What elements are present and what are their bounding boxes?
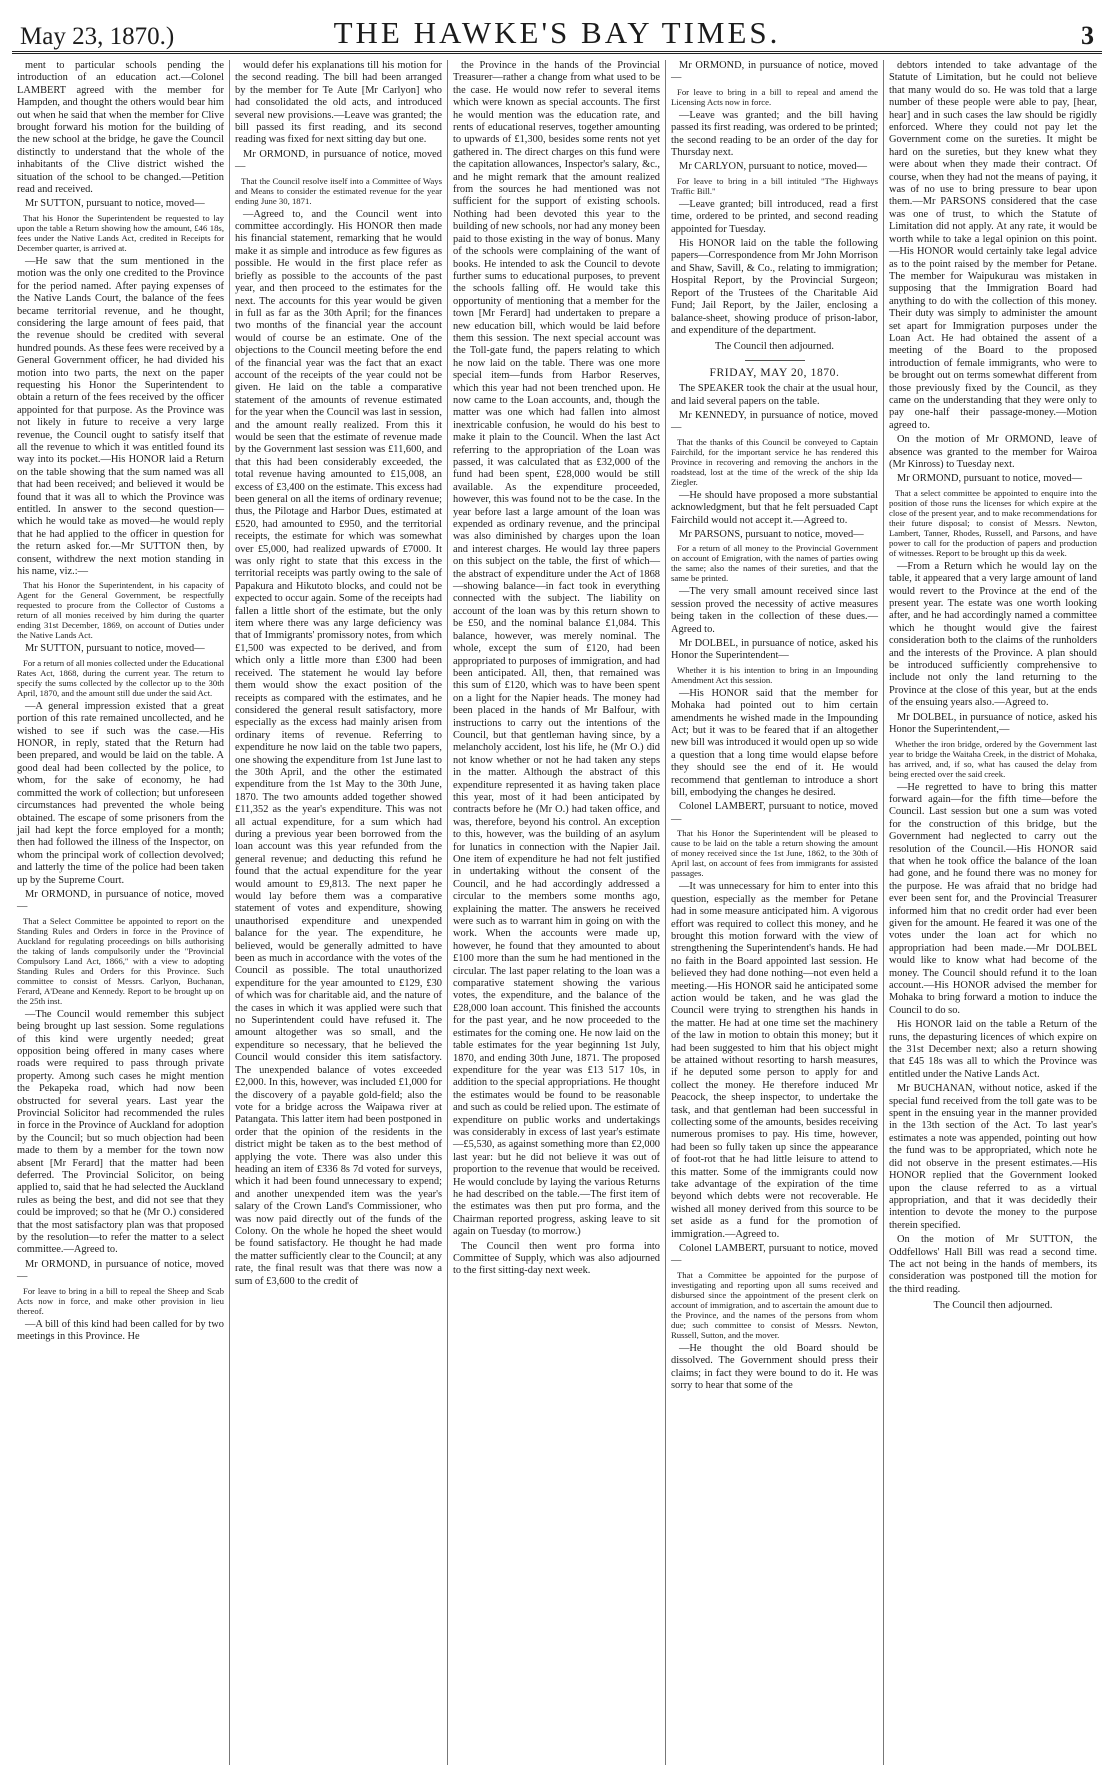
article-paragraph: The Council then adjourned. bbox=[933, 1300, 1053, 1312]
article-paragraph: —The Council would remember this subject being brought up last session. Some regulations of this kind were urgently needed; great opposition being offered in many cases where roads were required to pass through private property. Among such cases he might mention the Pekapeka road, which had now been obstructed for several years. Last year the Provincial Solicitor had recommended the rules in force in the Province of Auckland for adoption by the Council; but so much objection had been made to them by a member for the town now absent [Mr Ferard] that the matter had been deferred. The Provincial Solicitor, on being applied to, said that he had selected the Auckland rules as being the best, and did not see that they could be improved; so that he (Mr O.) considered that the most satisfactory plan was that proposed by the resolution—to refer the matter to a select committee.—Agreed to. bbox=[17, 1008, 224, 1256]
motion-text: Whether the iron bridge, ordered by the Government last year to bridge the Waitaha Creek, in the district of Mohaka, has arrived, and, if so, what has caused the delay from being erected over the said creek. bbox=[889, 738, 1097, 779]
article-paragraph: —Leave was granted; and the bill having passed its first reading, was ordered to be printed; the second reading to be an order of the day for Thursday next. bbox=[671, 109, 878, 159]
article-paragraph: Mr PARSONS, pursuant to notice, moved— bbox=[679, 528, 864, 540]
article-paragraph: the Province in the hands of the Provincial Treasurer—rather a change from what used to be the case. He would now refer to several items which were known as special accounts. The first he would mention was the education rate, and rents of educational reserves, together amounting to upwards of £1,300, besides some rents not yet gathered in. The direct charges on this fund were the capitation allowances, Inspector's salary, &c., and he might remark that the amount realized from the sources he had mentioned was not sufficient for the support of existing schools. Nothing had been devoted this year to the building of new schools, nor had any money been paid to those existing in the way of bonus. Many of the schools were complaining of the want of books. He intended to ask the Council to devote further sums to educational purposes, to prevent the schools falling off. He would take this opportunity of mentioning that a member for the town [Mr Ferard] had undertaken to prepare a new education bill, which would be laid before them this session. The next special account was the Toll-gate fund, the papers relating to which he now laid on the table. There was one more special item—funds from Harbor Reserves, which this year had not been trenched upon. He now came to the Loan accounts, and, though the matter was one which had fallen into almost inextricable confusion, he would do his best to make it plain to the Council. When the last Act referring to the appropriation of the Loan was passed, it was calculated that as £32,000 of the fund had been spent, £28,000 would be still available. As the expenditure proceeded, however, this was found not to be the case. In the year before last a large amount of the loan was expended as ordinary revenue, and the principal was also diminished by charges upon the loan and interest charges. He would lay three papers on this subject on the table, the first of which—the abstract of expenditure under the Act of 1868—showing balance—in fact took in everything connected with the subject. The liability on account of the loan was by this return shown to be £50, and the nominal balance £1,084. This balance, however, was merely nominal. The whole, except the sum of £120, had been appropriated to purposes of immigration, and had been anticipated. All, then, that remained was this sum of £120, which was to have been spent on a light for the Napier heads. The money had been placed in the hands of Mr Balfour, with instructions to carry out the intentions of the Council, but that gentleman having since, by a melancholy accident, lost his life, he (Mr O.) did not know whether or not he had taken any steps in the matter. Although the abstract of this expenditure represented it as having taken place this year, most of it had been anticipated by contracts before he (Mr O.) had taken office, and was, therefore, beyond his control. An exception to this, however, was the building of an asylum for lunatics in connection with the Napier Jail. One item of expenditure he had not felt justified in undertaking without the consent of the Council, and he had accordingly addressed a circular to the members some months ago, explaining the matter. The answers he received were such as to warrant him in going on with the work. When the accounts were made up, however, he found that they amounted to about £100 more than the sum he had mentioned in the circular. The last paper relating to the loan was a comparative statement showing the various votes, the expenditure, and the balance of the £28,000 loan account. This finished the accounts for the past year, and he now proceeded to the estimates for the coming one. He now laid on the table estimates for the year beginning 1st July, 1870, and ending 30th June, 1871. The proposed expenditure for the year was £13 517 10s, in addition to the special appropriations. He thought the estimates would be found to be reasonable and such as could be relied upon. The estimate of expenditure on public works and undertakings was considerably in excess of last year's estimate—£5,530, as against something more than £2,000 last year: but he did not believe it was out of proportion to the revenue that would be received. He would conclude by laying the various Returns he had described on the table.—The first item of the estimates was then put pro forma, and the Chairman reported progress, asking leave to sit again on Tuesday (to morrow.) bbox=[453, 60, 660, 1238]
article-paragraph: Mr ORMOND, in pursuance of notice, moved— bbox=[235, 148, 442, 173]
page-number: 3 bbox=[1081, 21, 1094, 50]
motion-text: For leave to bring in a bill to repeal the Sheep and Scab Acts now in force, and make other provision in lieu thereof. bbox=[17, 1285, 224, 1316]
article-paragraph: —He thought the old Board should be dissolved. The Government should press their claims; in fact they were bound to do it. He was sorry to hear that some of the bbox=[671, 1342, 878, 1392]
motion-text: That the Council resolve itself into a Committee of Ways and Means to consider the estimated revenue for the year ending June 30, 1871. bbox=[235, 175, 442, 206]
column-3 bbox=[448, 60, 666, 1765]
article-paragraph: Mr ORMOND, in pursuance of notice, moved— bbox=[17, 888, 224, 913]
article-paragraph: Mr ORMOND, in pursuance of notice, moved— bbox=[671, 60, 878, 84]
article-paragraph: —Leave granted; bill introduced, read a first time, ordered to be printed, and second reading appointed for Tuesday. bbox=[671, 198, 878, 235]
article-paragraph: On the motion of Mr SUTTON, the Oddfellows' Hall Bill was read a second time. The act not being in the hands of members, its consideration was postponed till the motion for the third reading. bbox=[889, 1234, 1097, 1295]
motion-text: That a Select Committee be appointed to report on the Standing Rules and Orders in force in the Province of Auckland for regulating proceedings on bills authorising the taking of lands compulsorily under the "Provincial Compulsory Land Act, 1866," with a view to adopting Standing Rules and Orders for this Province. Such committee to consist of Messrs. Carlyon, Buchanan, Ferard, A'Deane and Kennedy. Report to be brought up on the 25th inst. bbox=[17, 915, 224, 1006]
article-paragraph: Mr BUCHANAN, without notice, asked if the special fund received from the toll gate was to be spent in the ensuing year in the manner provided in the 13th section of the Act. To last year's estimates a note was appended, pointing out how the fund was to be appropriated, which note he did not observe in the present estimates.—His HONOR replied that the Government looked upon the clause referred to as a virtual appropriation, and that it was decidedly their intention to devote the money to the purpose therein specified. bbox=[889, 1083, 1097, 1231]
article-paragraph: would defer his explanations till his motion for the second reading. The bill had been arranged by the member for Te Aute [Mr Carlyon] who had consolidated the old acts, and introduced several new provisions.—Leave was granted; the bill passed its first reading, and its second reading was fixed for next sitting day but one. bbox=[235, 60, 442, 146]
motion-text: Whether it is his intention to bring in an Impounding Amendment Act this session. bbox=[671, 664, 878, 685]
article-paragraph: Mr KENNEDY, in pursuance of notice, moved— bbox=[671, 409, 878, 434]
issue-date: May 23, 1870.) bbox=[20, 23, 175, 50]
motion-text: That the thanks of this Council be conveyed to Captain Fairchild, for the important service he has rendered this Province in recovering and removing the anchors in the roadstead, lost at the time of the wreck of the ship Ida Ziegler. bbox=[671, 436, 878, 487]
article-paragraph: Mr SUTTON, pursuant to notice, moved— bbox=[25, 643, 205, 655]
motion-text: For a return of all money to the Provincial Government on account of Emigration, with the names of parties owing the same; also the names of their sureties, and that the same be printed. bbox=[671, 543, 878, 584]
article-columns bbox=[12, 60, 1102, 1765]
newspaper-title: THE HAWKE'S BAY TIMES. bbox=[333, 15, 781, 50]
column-5 bbox=[884, 60, 1102, 1765]
article-paragraph: —A bill of this kind had been called for by two meetings in this Province. He bbox=[17, 1318, 224, 1343]
article-paragraph: ment to particular schools pending the introduction of an education act.—Colonel LAMBERT agreed with the member for Hampden, and thought the others would bear him out when he said that when the member for Clive brought forward his motion for the building of the new school at the bridge, he gave the Council distinctly to understand that the whole of the inhabitants of the Clive district wished the situation of the school to be changed.—Petition read and received. bbox=[17, 60, 224, 196]
motion-text: For a return of all monies collected under the Educational Rates Act, 1868, during the current year. The return to specify the sums collected by the collector up to the 30th April, 1870, and the amount still due under the said Act. bbox=[17, 657, 224, 698]
column-2 bbox=[230, 60, 448, 1765]
article-paragraph: His HONOR laid on the table a Return of the runs, the depasturing licences of which expire on the 31st December next; also a return showing that £45 18s was all to which the Province was entitled under the Native Lands Act. bbox=[889, 1019, 1097, 1080]
article-paragraph: Mr DOLBEL, in pursuance of notice, asked his Honor the Superintendent— bbox=[671, 638, 878, 662]
motion-text: That his Honor the Superintendent will be pleased to cause to be laid on the table a return showing the amount of money received since the 1st June, 1862, to the 30th of April last, on account of fees from immigrants for assisted passages. bbox=[671, 828, 878, 879]
article-paragraph: The SPEAKER took the chair at the usual hour, and laid several papers on the table. bbox=[671, 383, 878, 407]
article-paragraph: Mr ORMOND, in pursuance of notice, moved— bbox=[17, 1258, 224, 1283]
article-paragraph: —From a Return which he would lay on the table, it appeared that a very large amount of land would revert to the Province at the end of the present year. The estate was one worth looking after, and he had accordingly named a committee which he thought would give the fairest consideration both to the claims of the runholders and the interests of the Province. A plan should be introduced sufficiently comprehensive to include not only the land returning to the Province at the close of this year, but at the ends of the ensuing years also.—Agreed to. bbox=[889, 560, 1097, 709]
article-paragraph: —Agreed to, and the Council went into committee accordingly. His HONOR then made his financial statement, remarking that he would make it as simple and introduce as few figures as possible. He would in the first place refer as briefly as possible to the accounts of the past year, and then proceed to the estimates for the next. The accounts for this year would be given in full as far as the 30th April; for the finances two months of the financial year the account would of course be an estimate. One of the objections to the Council meeting before the end of the financial year was the fact that an exact account of the receipts of the year could not be given. He laid on the table a comparative statement of the amounts of revenue estimated for the year when the Council was last in session, and the amount really realized. From this it would be seen that the estimate of revenue made by the Government last session was £11,600, and that this had been considerably exceeded, the total revenue having amounted to £15,008, an excess of £3,400 on the estimate. This excess had been general on all the items of ordinary revenue; thus, the Pilotage and Harbor Dues, estimated at £520, had amounted to £950, and the territorial receipts, the estimate for which was somewhat over £5,000, had realized upwards of £7000. It was only right to state that this excess in the territorial receipts was partly owing to the sale of Papakura and Hikutoto blocks, and could not be expected to occur again. Some of the receipts had fallen a little short of the estimate, but the only item where there was any large deficiency was that of Immigrants' promissory notes, from which £1,500 was expected to be derived, and from which only a little more than £300 had been received. The statement he would lay before them would show the exact position of the receipts as compared with the estimates, and he considered the general result satisfactory, more especially as the excess had mainly arisen from ordinary items of revenue. Referring to expenditure he now laid on the table two papers, one showing the expenditure from 1st June last to the 30th April, and the other the estimated expenditure from the 1st May to the 30th June, 1870. The two amounts added together showed £11,352 as the year's expenditure. This was not all actual expenditure, for a sum which had during a previous year been borrowed from the loan account was this year refunded from the general revenue; and deducting this refund he found that the actual expenditure for the year would amount to £9,813. The next paper he would lay before them was a comparative statement of votes and expenditure, showing unauthorised expenditure and unexpended balance for the year. The expenditure, he believed, would be generally admitted to have been as much in accordance with the votes of the Council as possible. The total unauthorized expenditure for the year amounted to £129, £30 of which was for charitable aid, and the nature of the cases in which it was applied were such that no Superintendent could have refused it. The amount altogether was so small, and the expenditure so necessary, that he believed the Council would consider this item satisfactory. The unexpended balance of votes exceeded £2,000. In this, however, was included £1,000 for the discovery of a payable gold-field; also the vote for a bridge across the Waipawa river at Patangata. This latter item had been postponed in order that the opinion of the residents in the district might be taken as to the best method of applying the vote. There was also under this heading an item of £336 8s 7d voted for surveys, which it had been found unnecessary to expend; and another unexpended item was the year's salary of the Crown Land's Commissioner, who was now paid directly out of the funds of the Colony. On the whole he hoped the sheet would be found satisfactory. He thought he had made the matter sufficiently clear to the Council; at any rate, the final result was that there was now a sum of £3,600 to the credit of bbox=[235, 208, 442, 1287]
motion-text: That a select committee be appointed to enquire into the position of those runs the licenses for which expire at the close of the present year, and to make recommendations for their future disposal; to consist of Messrs. Newton, Lambert, Tanner, Rhodes, Russell, and Parsons, and have power to call for the production of papers and production of witnesses. Report to be brought up this da week. bbox=[889, 487, 1097, 558]
article-paragraph: —The very small amount received since last session proved the necessity of active measures being taken in the collection of these dues.—Agreed to. bbox=[671, 586, 878, 635]
article-paragraph: His HONOR laid on the table the following papers—Correspondence from Mr John Morrison and Shaw, Savill, & Co., relating to immigration; Hospital Report, by the Provincial Surgeon; Report of the Trustees of the Charitable Aid Fund; Jail Report, by the Jailer, enclosing a balance-sheet, showing produce of prison-labor, and expenditure of the department. bbox=[671, 238, 878, 336]
article-paragraph: Colonel LAMBERT, pursuant to notice, moved— bbox=[671, 801, 878, 825]
motion-text: For leave to bring in a bill intituled "The Highways Traffic Bill." bbox=[671, 175, 878, 196]
column-4 bbox=[666, 60, 884, 1765]
column-1 bbox=[12, 60, 230, 1765]
article-paragraph: —He regretted to have to bring this matter forward again—for the fifth time—before the Council. Last session but one a sum was voted for the construction of this bridge, but the Government had neglected to carry out the resolution of the Council.—His HONOR said that when he took office the balance of the loan had gone, and he found there was no money for the purpose. He was afraid that no bridge had ever been sent for, and the Provincial Treasurer informed him that no credit order had ever been given for the amount. He feared it was one of the votes under the loan act for which no appropriation had been made.—Mr DOLBEL would like to know what had become of the money. The Council should refund it to the loan account.—His HONOR advised the member for Mohaka to bring forward a motion to induce the Council to do so. bbox=[889, 781, 1097, 1016]
article-paragraph: —His HONOR said that the member for Mohaka had pointed out to him certain amendments he wished made in the Impounding Act; but it was to be feared that if an altogether new bill was introduced it would open up so wide a question that a long time would elapse before they should see the end of it. He would recommend that gentleman to introduce a short bill, embodying the changes he desired. bbox=[671, 687, 878, 799]
article-paragraph: debtors intended to take advantage of the Statute of Limitation, but he could not believe that many would do so. He was told that a large number of these people were able to pay, [hear, hear] and in such cases the law should be rigidly enforced. Where they could not pay let the Government come on the sureties. It might be hard on the sureties, but they knew what they were about when they made their contract. Of course, when they had not the means of paying, it was of no use to bring pressure to bear upon them.—Mr PARSONS considered that the case was one of trust, to which the Statute of Limitation did not apply. At any rate, it would be worth while to take a legal opinion on this point.—His HONOR would certainly take legal advice as to the point raised by the member for Petane. The member for Waipukurau was mistaken in supposing that the Immigration Board had anything to do with the collection of this money. Their duty was simply to administer the amount set apart for Immigration purposes under the Loan Act. He had obtained the assent of a meeting of the Board to the proposed introduction of female immigrants, who were to be brought out on terms somewhat different from those previously fixed by the Council, as they came on the understanding that they were only to pay one-half their passage-money.—Motion agreed to. bbox=[889, 60, 1097, 431]
article-paragraph: —A general impression existed that a great portion of this rate remained uncollected, and he wished to see if such was the case.—His HONOR, in reply, stated that the Return had been prepared, and would be laid on the table. A good deal had been collected by the police, to whom, for the sake of economy, he had committed the work of collection; but unforeseen circumstances had prevented the whole being obtained. The escape of some prisoners from the jail had kept the force employed for a month; then had followed the illness of the Inspector, on whom the principal work of collection devolved; and latterly the time of the police had been taken up by the Supreme Court. bbox=[17, 700, 224, 886]
article-paragraph: —He saw that the sum mentioned in the motion was the only one credited to the Province for the period named. After paying expenses of the Native Lands Court, the balance of the fees became territorial revenue, and he thought, considering the large amount of fees paid, that the revenue should be credited with several hundred pounds. As these fees were received by a General Government officer, he had divided his motion into two parts, the next on the paper requesting his Honor the Superintendent to obtain a return of the fees received by the officer appointed for that purpose. As the Province was not likely in future to receive a very large revenue, the Council ought to satisfy itself that all the revenue to which it was entitled found its way into its pocket.—His HONOR laid a Return on the table showing that the sum named was all that had been received; and believed it would be found that it was all to which the Province was entitled. In answer to the second question—which he would take as moved—he would reply that he had applied to the officer in question for the return asked for.—Mr SUTTON then, by consent, withdrew the next motion standing in his name, viz.:— bbox=[17, 255, 224, 578]
section-heading: FRIDAY, MAY 20, 1870. bbox=[709, 366, 840, 379]
article-paragraph: Mr SUTTON, pursuant to notice, moved— bbox=[25, 198, 205, 210]
motion-text: That a Committee be appointed for the purpose of investigating and reporting upon all sums received and disbursed since the appointment of the present clerk on account of immigration, and to ascertain the amount due to the Province, and the names of the persons from whom due; such committee to consist of Messrs. Newton, Russell, Sutton, and the mover. bbox=[671, 1269, 878, 1340]
article-paragraph: —He should have proposed a more substantial acknowledgment, but that he felt persuaded Capt Fairchild would not accept it.—Agreed to. bbox=[671, 489, 878, 526]
article-paragraph: Colonel LAMBERT, pursuant to notice, moved— bbox=[671, 1243, 878, 1267]
article-paragraph: The Council then went pro forma into Committee of Supply, which was also adjourned to the first sitting-day next week. bbox=[453, 1240, 660, 1277]
article-paragraph: The Council then adjourned. bbox=[715, 341, 834, 353]
article-paragraph: —It was unnecessary for him to enter into this question, especially as the member for Petane had in some measure anticipated him. A vigorous effort was required to collect this money, and he brought this motion forward with the view of strengthening the Superintendent's hands. He had no faith in the Board appointed last session. He believed they had done nothing—not even held a meeting.—His HONOR said he anticipated some action would be taken, and he was glad the Council were trying to strengthen his hands in the matter. He had at one time set the machinery of the law in motion to obtain this money; but it had been suggested to him that his object might be attained without resorting to harsh measures, if he deputed some person to apply for and collect the money. He therefore induced Mr Peacock, the sheep inspector, to undertake the task, and that gentleman had been successful in collecting some of the amounts, besides receiving numerous promises to pay. His time, however, had been so fully taken up since the appearance of foot-rot that he had little leisure to attend to this matter. Some of the immigrants could now take advantage of the expiration of the time beyond which debts were not recoverable. He wished all money derived from this source to be set aside as a fund for the promotion of immigration.—Agreed to. bbox=[671, 881, 878, 1240]
article-paragraph: Mr CARLYON, pursuant to notice, moved— bbox=[679, 161, 867, 173]
article-paragraph: Mr ORMOND, pursuant to notice, moved— bbox=[897, 473, 1082, 485]
motion-text: That his Honor the Superintendent be requested to lay upon the table a Return showing how the amount, £46 18s, fees under the Native Lands Act, credited in Receipts for December quarter, is arrived at. bbox=[17, 212, 224, 253]
article-paragraph: On the motion of Mr ORMOND, leave of absence was granted to the member for Wairoa (Mr Kinross) to Tuesday next. bbox=[889, 434, 1097, 470]
article-paragraph: Mr DOLBEL, in pursuance of notice, asked his Honor the Superintendent,— bbox=[889, 711, 1097, 736]
motion-text: That his Honor the Superintendent, in his capacity of Agent for the General Government, be respectfully requested to procure from the Collector of Customs a return of all monies received by him during the quarter ending 31st December, 1869, on account of Duties under the Native Lands Act. bbox=[17, 580, 224, 641]
section-divider bbox=[745, 360, 805, 361]
masthead bbox=[12, 14, 1102, 54]
motion-text: For leave to bring in a bill to repeal and amend the Licensing Acts now in force. bbox=[671, 86, 878, 107]
